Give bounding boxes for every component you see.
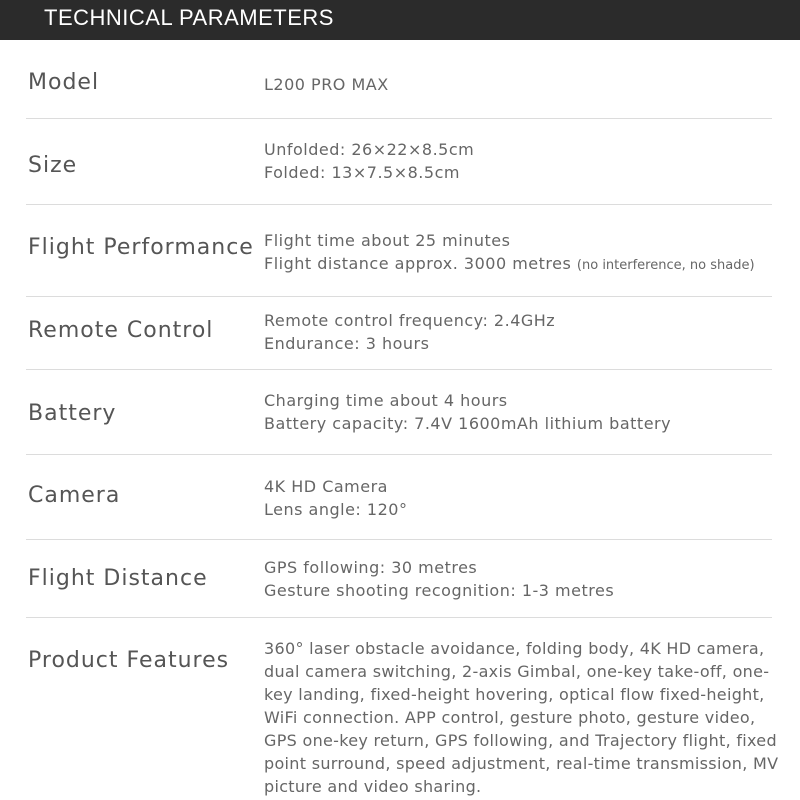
row-divider [26, 454, 772, 455]
spec-value-line: Folded: 13×7.5×8.5cm [264, 163, 460, 182]
row-divider [26, 617, 772, 618]
spec-label: Size [28, 153, 78, 178]
spec-value-line: Endurance: 3 hours [264, 334, 430, 353]
spec-value-line: GPS following: 30 metres [264, 558, 478, 577]
row-divider [26, 539, 772, 540]
row-divider [26, 296, 772, 297]
spec-label: Camera [28, 483, 121, 508]
spec-value [264, 229, 789, 277]
spec-value-line: L200 PRO MAX [264, 75, 389, 94]
spec-value [264, 138, 789, 184]
spec-label: Flight Performance [28, 235, 254, 260]
row-divider [26, 369, 772, 370]
spec-value-line: Remote control frequency: 2.4GHz [264, 311, 556, 330]
section-header [0, 0, 800, 40]
spec-label: Flight Distance [28, 566, 208, 591]
spec-value [264, 73, 789, 96]
section-title: TECHNICAL PARAMETERS [44, 5, 334, 30]
spec-value-line: 4K HD Camera [264, 477, 388, 496]
spec-value-line: Charging time about 4 hours [264, 391, 508, 410]
spec-value-text: Flight distance approx. 3000 metres [264, 254, 572, 273]
row-divider [26, 204, 772, 205]
spec-value-line: Gesture shooting recognition: 1-3 metres [264, 581, 615, 600]
spec-value-line: Lens angle: 120° [264, 500, 408, 519]
spec-value [264, 309, 789, 355]
spec-label: Battery [28, 401, 117, 426]
spec-value-note: (no interference, no shade) [576, 258, 755, 273]
spec-label: Product Features [28, 648, 230, 673]
spec-value [264, 556, 789, 602]
spec-label: Model [28, 70, 100, 95]
spec-value [264, 475, 789, 521]
spec-value-line: Flight time about 25 minutes [264, 231, 511, 250]
spec-value-line: Battery capacity: 7.4V 1600mAh lithium battery [264, 414, 672, 433]
spec-value-paragraph: 360° laser obstacle avoidance, folding body, 4K HD camera, dual camera switching, 2-axis Gimbal, one-key take-off, one-key landing, fixed-height hovering, optical flow fixed-height, WiFi connection. APP control, gesture photo, gesture video, GPS one-key return, GPS following, and Trajectory flight, fixed point surround, speed adjustment, real-time transmission, MV picture and video sharing. [264, 639, 779, 796]
row-divider [26, 118, 772, 119]
spec-label: Remote Control [28, 318, 214, 343]
spec-value-line [264, 252, 789, 277]
spec-value-line: Unfolded: 26×22×8.5cm [264, 140, 475, 159]
spec-value [264, 389, 789, 435]
